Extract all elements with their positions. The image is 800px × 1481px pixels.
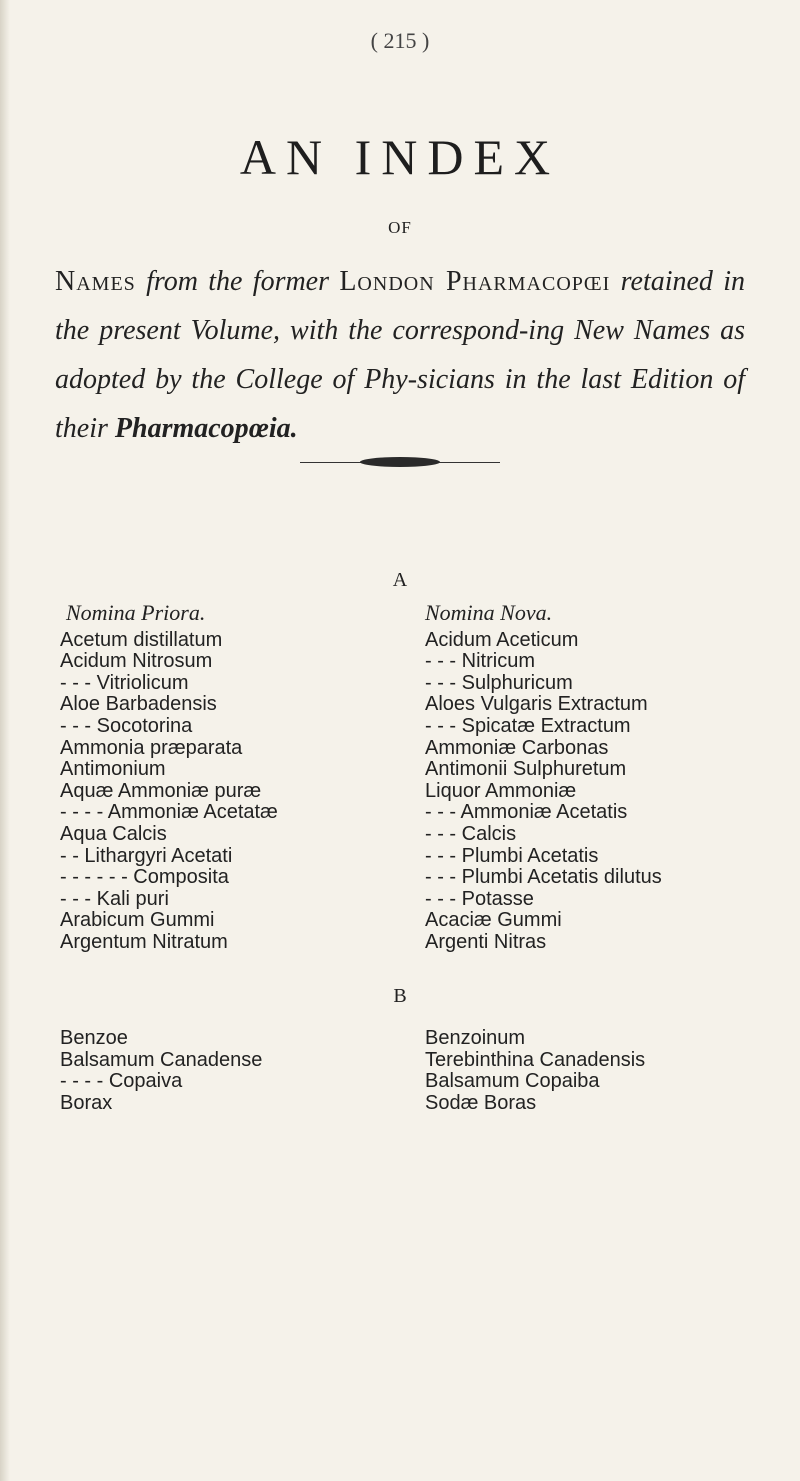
list-item: Ammonia præparata <box>60 736 243 759</box>
list-item: Terebinthina Canadensis <box>425 1048 646 1071</box>
list-item: Arabicum Gummi <box>60 909 215 932</box>
list-item: - - - - - - Composita <box>60 866 229 889</box>
section-a-old-names <box>60 602 400 954</box>
section-letter-a: A <box>392 569 408 591</box>
list-item: - - - - Copaiva <box>60 1070 183 1093</box>
column-heading-nova: Nomina Nova. <box>425 600 553 625</box>
list-item: - - - Spicatæ Extractum <box>425 714 631 737</box>
list-item: Liquor Ammoniæ <box>425 779 577 802</box>
list-item: Aloe Barbadensis <box>60 693 217 716</box>
divider-ornament <box>360 457 440 467</box>
list-item: Argenti Nitras <box>425 930 547 953</box>
list-item: Aqua Calcis <box>60 822 167 845</box>
list-item: Balsamum Copaiba <box>425 1070 600 1093</box>
subtitle-part-4: retained in the present Volume, with the correspond-ing New Names as adopted by the College of Phy-sicians in the last Edition of their <box>55 266 746 444</box>
list-item: Ammoniæ Carbonas <box>425 736 609 759</box>
subtitle-part-2: from the former <box>146 266 330 297</box>
list-item: Benzoinum <box>425 1027 526 1049</box>
subtitle <box>55 257 745 453</box>
subtitle-pharmacopoeia: Pharmacopœia. <box>114 413 298 444</box>
list-item: Sodæ Boras <box>425 1091 537 1114</box>
list-item: Benzoe <box>60 1027 128 1049</box>
list-item: - - - Socotorina <box>60 714 193 737</box>
subtitle-names: Names <box>55 266 136 297</box>
list-item: - - - Potasse <box>425 887 534 910</box>
page-title: AN INDEX <box>239 129 561 185</box>
page-number: ( 215 ) <box>370 28 430 53</box>
list-item: - - - Sulphuricum <box>425 671 573 694</box>
list-item: Antimonii Sulphuretum <box>425 758 627 781</box>
list-item: - - - Vitriolicum <box>60 671 189 694</box>
list-item: - - - Plumbi Acetatis <box>425 844 599 867</box>
list-item: Aquæ Ammoniæ puræ <box>60 779 262 802</box>
list-item: Borax <box>60 1091 113 1114</box>
list-item: - - - Kali puri <box>60 887 169 910</box>
list-item: Acetum distillatum <box>60 628 223 651</box>
list-item: - - - Nitricum <box>425 650 535 673</box>
list-item: Argentum Nitratum <box>60 930 228 953</box>
list-item: - - - - Ammoniæ Acetatæ <box>60 801 278 824</box>
list-item: Acaciæ Gummi <box>425 909 562 932</box>
section-b-new-names <box>425 1028 765 1114</box>
section-letter-b: B <box>393 985 407 1007</box>
title-connector: OF <box>388 218 412 237</box>
list-item: - - - Plumbi Acetatis dilutus <box>425 866 662 889</box>
column-heading-priora: Nomina Priora. <box>66 600 206 625</box>
list-item: Aloes Vulgaris Extractum <box>425 693 648 716</box>
list-item: Antimonium <box>60 758 166 781</box>
list-item: - - Lithargyri Acetati <box>60 844 233 867</box>
list-item: Acidum Nitrosum <box>60 650 213 673</box>
list-item: - - - Ammoniæ Acetatis <box>425 801 628 824</box>
list-item: Acidum Aceticum <box>425 628 579 651</box>
list-item: Balsamum Canadense <box>60 1048 263 1071</box>
list-item: - - - Calcis <box>425 822 517 845</box>
subtitle-london: London Pharmacopœi <box>339 266 611 297</box>
section-b-old-names <box>60 1028 400 1114</box>
section-a-new-names <box>425 602 765 954</box>
